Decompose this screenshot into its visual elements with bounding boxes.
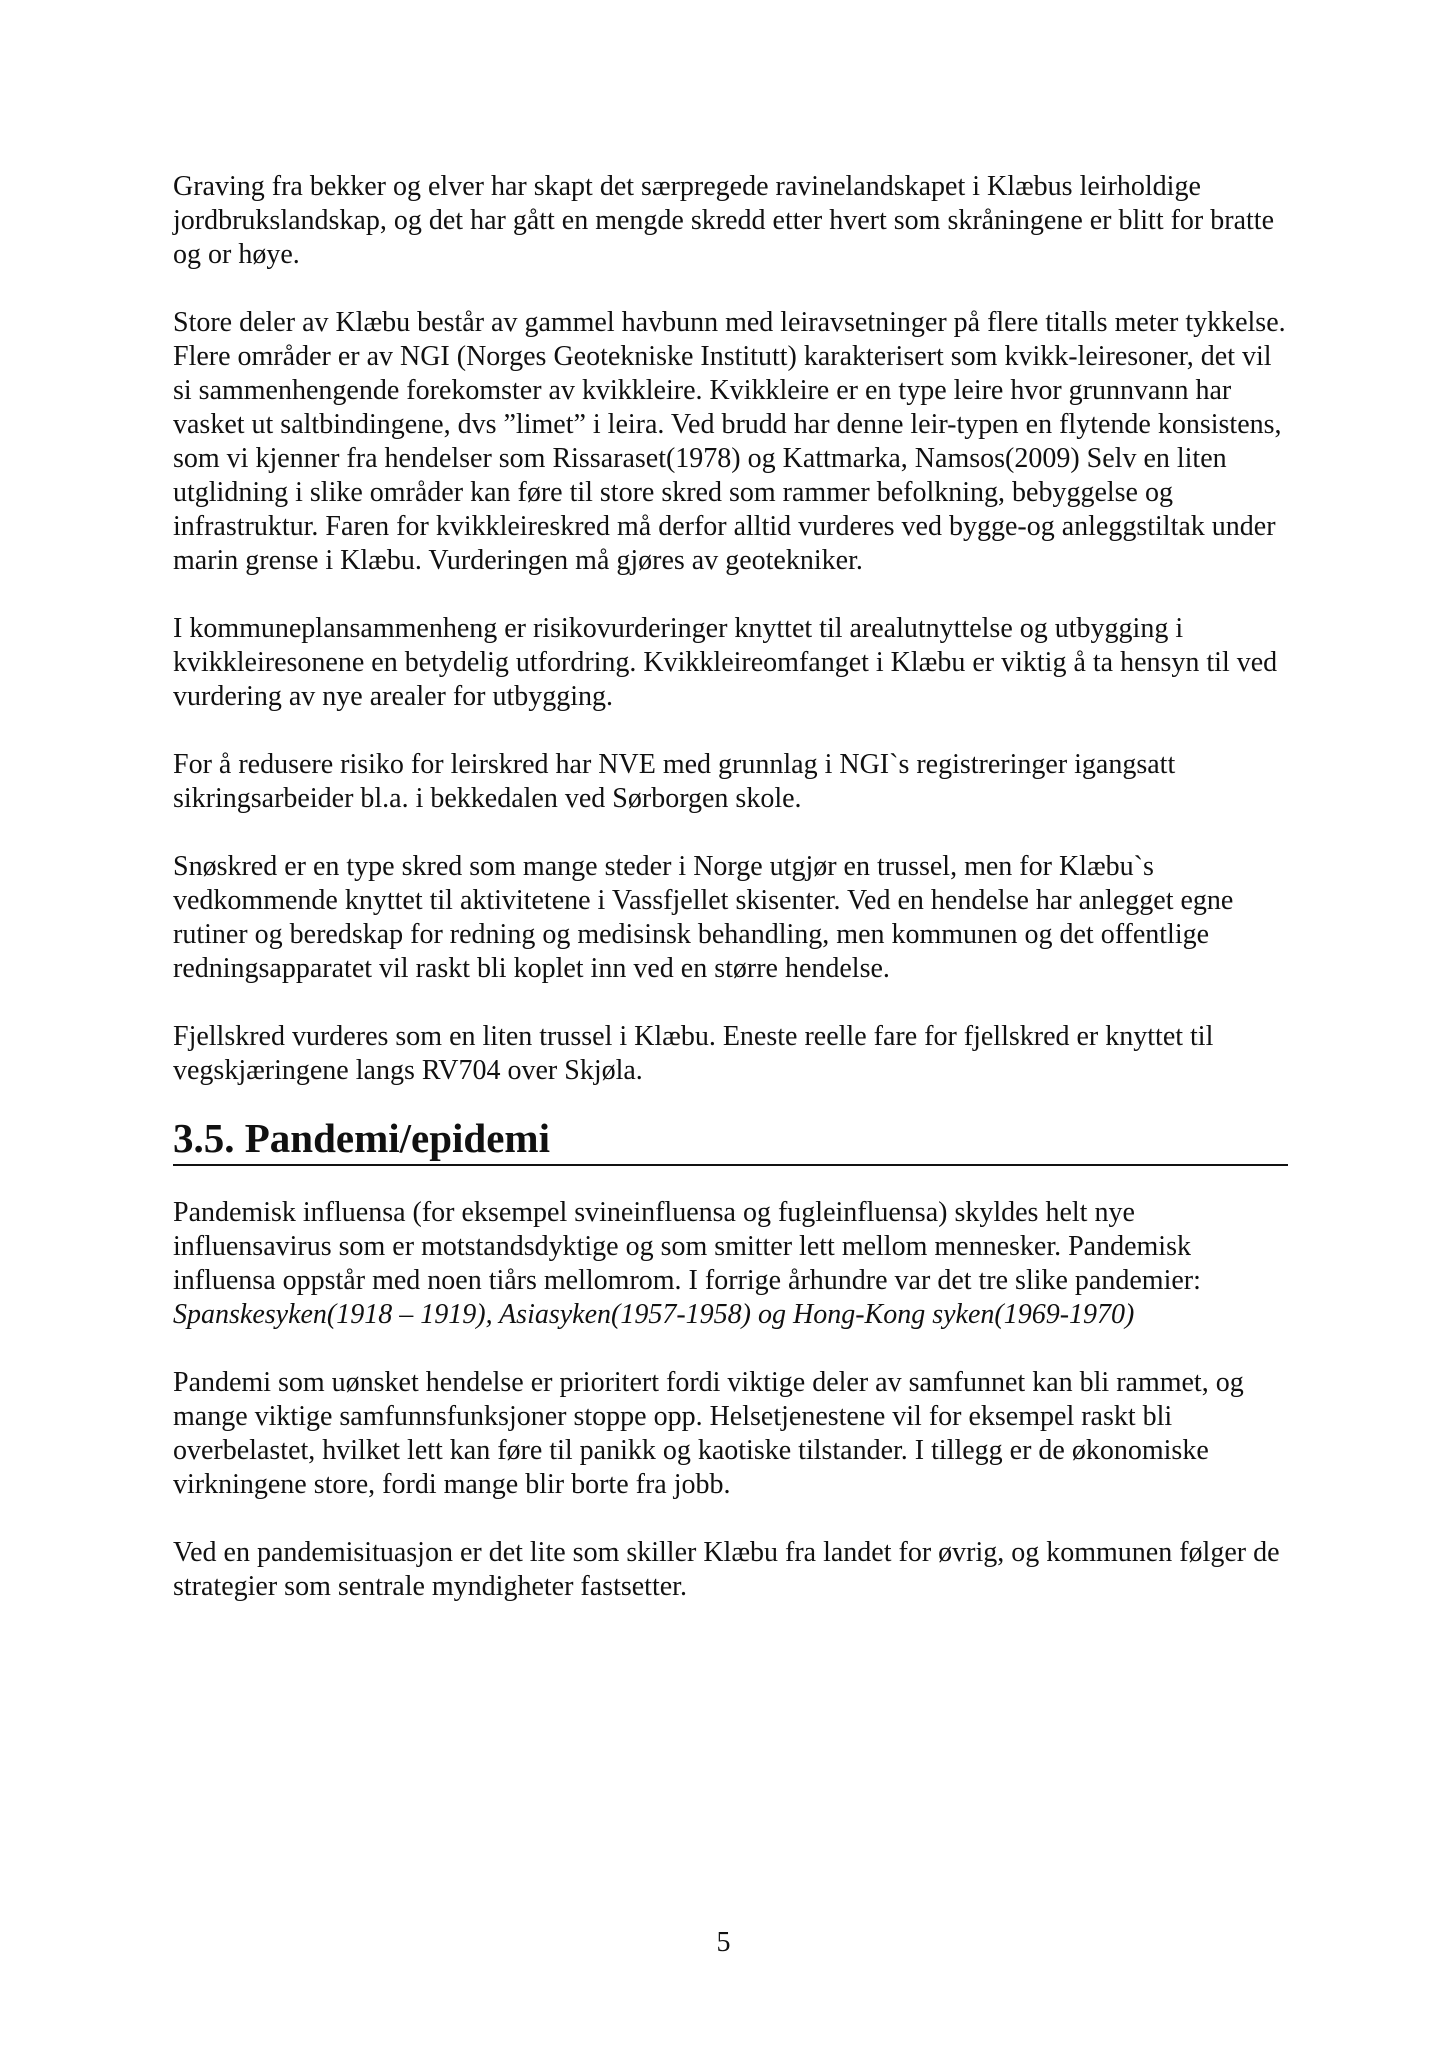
paragraph-avalanche: Snøskred er en type skred som mange steder i Norge utgjør en trussel, men for Klæbu`s vedkommende knyttet til aktivitetene i Vassfjellet skisenter. Ved en hendelse har anlegget egne rutiner og beredskap for redning og medisinsk behandling, men kommunen og det offentlige redningsapparatet vil raskt bli koplet inn ved en større hendelse. <box>173 851 1234 984</box>
paragraph-nve-securing: For å redusere risiko for leirskred har NVE med grunnlag i NGI`s registreringer igangsatt sikringsarbeider bl.a. i bekkedalen ved Sørborgen skole. <box>173 749 1176 814</box>
page-number: 5 <box>716 1927 731 1958</box>
paragraph-municipal-planning: I kommuneplansammenheng er risikovurderinger knyttet til arealutnyttelse og utbygging i kvikkleiresonene en betydelig utfordring. Kvikkleireomfanget i Klæbu er viktig å ta hensyn til ved vurdering av nye arealer for utbygging. <box>173 613 1278 712</box>
pandemic-list-italic: Spanskesyken(1918 – 1919), Asiasyken(1957-1958) og Hong-Kong syken(1969-1970) <box>173 1299 1135 1330</box>
paragraph-ravine-landscape: Graving fra bekker og elver har skapt det særpregede ravinelandskapet i Klæbus leirholdige jordbrukslandskap, og det har gått en mengde skredd etter hvert som skråningene er blitt for bratte og or høye. <box>173 171 1274 270</box>
paragraph-pandemic-priority: Pandemi som uønsket hendelse er prioritert fordi viktige deler av samfunnet kan bli rammet, og mange viktige samfunnsfunksjoner stoppe opp. Helsetjenestene vil for eksempel raskt bli overbelastet, hvilket lett kan føre til panikk og kaotiske tilstander. I tillegg er de økonomiske virkningene store, fordi mange blir borte fra jobb. <box>173 1367 1244 1500</box>
paragraph-quick-clay: Store deler av Klæbu består av gammel havbunn med leiravsetninger på flere titalls meter tykkelse. Flere områder er av NGI (Norges Geotekniske Institutt) karakterisert som kvikk-leiresoner, det vil si sammenhengende forekomster av kvikkleire. Kvikkleire er en type leire hvor grunnvann har vasket ut saltbindingene, dvs ”limet” i leira. Ved brudd har denne leir-typen en flytende konsistens, som vi kjenner fra hendelser som Rissaraset(1978) og Kattmarka, Namsos(2009) Selv en liten utglidning i slike områder kan føre til store skred som rammer befolkning, bebyggelse og infrastruktur. Faren for kvikkleireskred må derfor alltid vurderes ved bygge-og anleggstiltak under marin grense i Klæbu. Vurderingen må gjøres av geotekniker. <box>173 307 1286 576</box>
section-heading: 3.5. Pandemi/epidemi <box>173 1114 1288 1166</box>
page-content <box>173 170 1288 1638</box>
paragraph-pandemic-strategy: Ved en pandemisituasjon er det lite som skiller Klæbu fra landet for øvrig, og kommunen følger de strategier som sentrale myndigheter fastsetter. <box>173 1537 1280 1602</box>
paragraph-pandemic-influenza <box>173 1196 1288 1332</box>
paragraph-rockslide: Fjellskred vurderes som en liten trussel i Klæbu. Eneste reelle fare for fjellskred er knyttet til vegskjæringene langs RV704 over Skjøla. <box>173 1021 1214 1086</box>
pandemic-influenza-text: Pandemisk influensa (for eksempel svineinfluensa og fugleinfluensa) skyldes helt nye influensavirus som er motstandsdyktige og som smitter lett mellom mennesker. Pandemisk influensa oppstår med noen tiårs mellomrom. I forrige århundre var det tre slike pandemier: <box>173 1197 1201 1296</box>
